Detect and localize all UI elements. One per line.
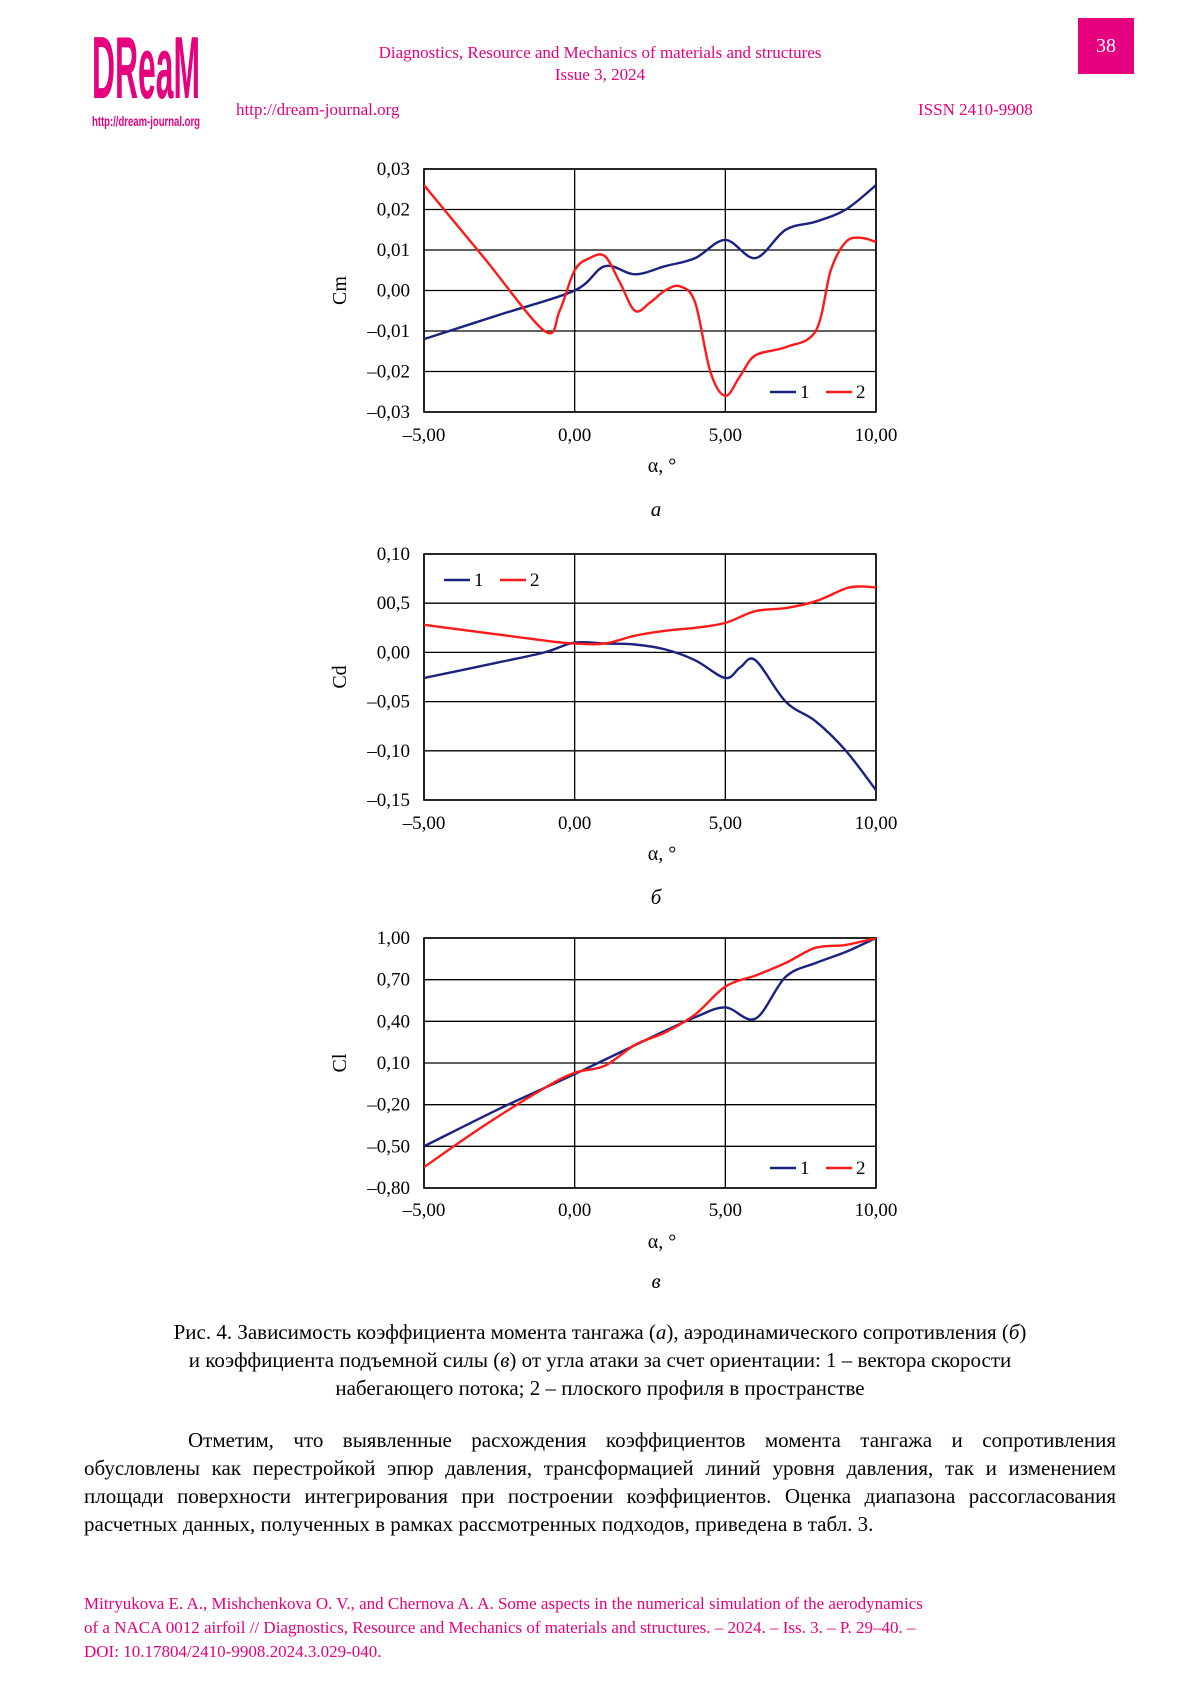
citation-line-1: Mitryukova E. A., Mishchenkova O. V., and Chernova A. A. Some aspects in the numerical simulation of the aerodynamics	[84, 1594, 923, 1613]
x-tick-label: 5,00	[708, 425, 742, 446]
chart-cl	[0, 928, 1200, 1318]
citation-line-3: DOI: 10.17804/2410-9908.2024.3.029-040.	[84, 1642, 382, 1661]
chart-cd	[0, 540, 1200, 930]
figure-caption	[120, 1318, 1080, 1402]
y-tick-label: 0,00	[376, 280, 410, 302]
x-tick-label: 0,00	[558, 425, 592, 446]
legend-entry: 1	[474, 570, 484, 591]
logo-url: http://dream-journal.org	[92, 113, 200, 129]
y-tick-label: 00,5	[376, 593, 410, 615]
y-tick-label: 0,03	[376, 159, 410, 180]
y-tick-label: –0,03	[367, 402, 410, 423]
legend	[770, 382, 866, 403]
y-tick-label: 0,00	[376, 642, 410, 664]
y-axis-label: Cd	[329, 665, 351, 689]
subfigure-label: а	[650, 497, 662, 521]
y-tick-label: –0,80	[367, 1178, 410, 1199]
journal-title: Diagnostics, Resource and Mechanics of materials and structures	[378, 43, 822, 62]
x-tick-label: 5,00	[708, 813, 742, 834]
series-2-line	[424, 586, 876, 644]
y-tick-label: –0,15	[367, 790, 410, 811]
x-tick-label: –5,00	[402, 813, 446, 834]
caption-line-1: Рис. 4. Зависимость коэффициента момента тангажа (а), аэродинамического сопротивления (б)	[173, 1320, 1027, 1344]
legend-entry: 2	[530, 570, 540, 591]
legend-entry: 2	[856, 1158, 866, 1179]
logo-wordmark: DReaM	[92, 18, 200, 117]
legend	[444, 570, 540, 591]
x-tick-label: 0,00	[558, 813, 592, 834]
y-tick-label: 0,10	[376, 1053, 410, 1074]
journal-issn: ISSN 2410-9908	[918, 100, 1033, 119]
citation-footer	[84, 1592, 1124, 1664]
caption-line-2: и коэффициента подъемной силы (в) от угла атаки за счет ориентации: 1 – вектора скорости	[188, 1348, 1012, 1372]
series-1-line	[424, 938, 876, 1146]
page-number: 38	[1078, 18, 1134, 74]
subfigure-label: б	[650, 885, 662, 909]
y-tick-label: –0,10	[367, 740, 410, 762]
x-tick-label: 10,00	[854, 813, 898, 834]
y-tick-label: –0,01	[367, 321, 410, 342]
x-tick-label: 10,00	[854, 1200, 898, 1221]
journal-url-link[interactable]: http://dream-journal.org	[236, 100, 400, 119]
y-tick-label: 1,00	[376, 928, 410, 949]
series-1-line	[424, 642, 876, 790]
y-tick-label: 0,10	[376, 544, 410, 565]
y-axis-label: Cl	[329, 1053, 351, 1073]
y-tick-label: –0,50	[367, 1136, 410, 1158]
journal-issue: Issue 3, 2024	[554, 65, 646, 84]
legend	[770, 1158, 866, 1179]
y-axis-label: Cm	[329, 276, 351, 305]
x-tick-label: 5,00	[708, 1200, 742, 1221]
series-2-line	[424, 938, 876, 1167]
y-tick-label: 0,70	[376, 969, 410, 991]
y-tick-label: –0,20	[367, 1094, 410, 1116]
legend-entry: 2	[856, 382, 866, 403]
plot-frame	[424, 554, 876, 800]
y-tick-label: 0,01	[376, 240, 410, 261]
body-paragraph: Отметим, что выявленные расхождения коэффициентов момента тангажа и сопротивления обусловлены как перестройкой эпюр давления, трансформацией линий уровня давления, так и изменением площади поверхности интегрирования при построении коэффициентов. Оценка диапазона рассогласования расчетных данных, полученных в рамках рассмотренных подходов, приведена в табл. 3.	[84, 1428, 1116, 1536]
subfigure-label: в	[651, 1269, 661, 1293]
y-tick-label: 0,02	[376, 199, 410, 221]
x-axis-label: α, °	[647, 455, 677, 477]
x-tick-label: 10,00	[854, 425, 898, 446]
x-axis-label: α, °	[647, 843, 677, 865]
x-tick-label: –5,00	[402, 425, 446, 446]
x-tick-label: 0,00	[558, 1200, 592, 1221]
y-tick-label: –0,02	[367, 361, 410, 383]
legend-entry: 1	[800, 1158, 810, 1179]
caption-line-3: набегающего потока; 2 – плоского профиля в пространстве	[335, 1376, 865, 1400]
series-1-line	[424, 185, 876, 339]
x-tick-label: –5,00	[402, 1200, 446, 1221]
y-tick-label: –0,05	[367, 691, 410, 713]
legend-entry: 1	[800, 382, 810, 403]
y-tick-label: 0,40	[376, 1011, 410, 1033]
citation-line-2: of a NACA 0012 airfoil // Diagnostics, Resource and Mechanics of materials and structures. – 2024. – Iss. 3. – P. 29–40. –	[84, 1618, 916, 1637]
x-axis-label: α, °	[647, 1231, 677, 1253]
